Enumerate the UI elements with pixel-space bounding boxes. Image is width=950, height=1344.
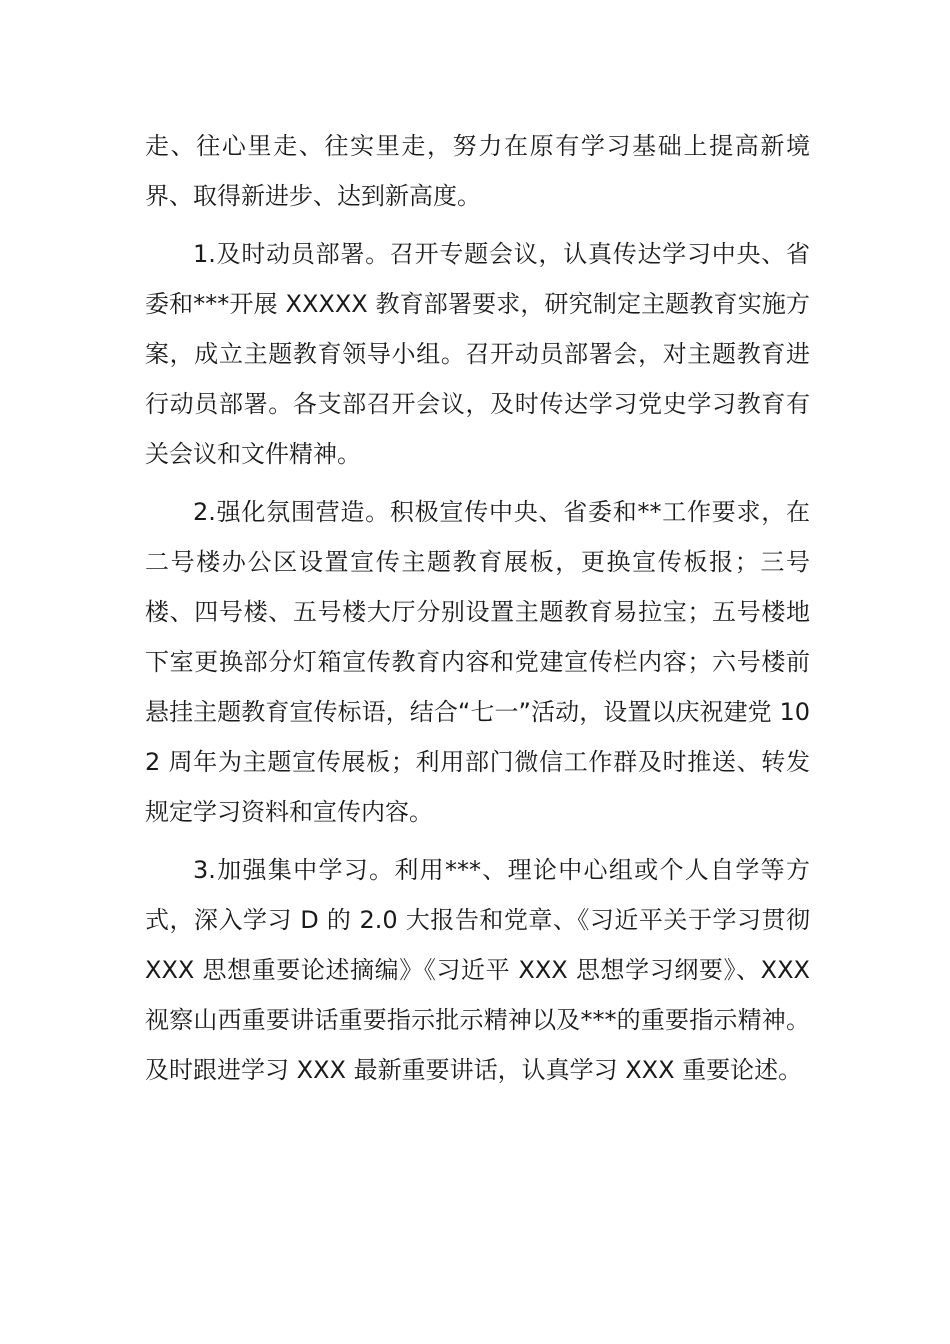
paragraph-mobilization: 1.及时动员部署。召开专题会议，认真传达学习中央、省委和***开展 XXXXX 教育部署要求，研究制定主题教育实施方案，成立主题教育领导小组。召开动员部署会，对主题教育进行动员部署。各支部召开会议，及时传达学习党史学习教育有关会议和文件精神。 — [145, 240, 810, 468]
paragraph-study: 3.加强集中学习。利用***、理论中心组或个人自学等方式，深入学习 D 的 2.0 大报告和党章、《习近平关于学习贯彻 XXX 思想重要论述摘编》《习近平 XXX 思想学习纲要》、XXX 视察山西重要讲话重要指示批示精神以及***的重要指示精神。及时跟进学习 XXX 最新重要讲话，认真学习 XXX 重要论述。 — [145, 856, 810, 1084]
paragraph-atmosphere: 2.强化氛围营造。积极宣传中央、省委和**工作要求，在二号楼办公区设置宣传主题教育展板，更换宣传板报；三号楼、四号楼、五号楼大厅分别设置主题教育易拉宝；五号楼地下室更换部分灯箱宣传教育内容和党建宣传栏内容；六号楼前悬挂主题教育宣传标语，结合“七一”活动，设置以庆祝建党 102 周年为主题宣传展板；利用部门微信工作群及时推送、转发规定学习资料和宣传内容。 — [145, 498, 810, 826]
document-body — [145, 121, 810, 1103]
paragraph-continuation: 走、往心里走、往实里走，努力在原有学习基础上提高新境界、取得新进步、达到新高度。 — [145, 132, 810, 210]
